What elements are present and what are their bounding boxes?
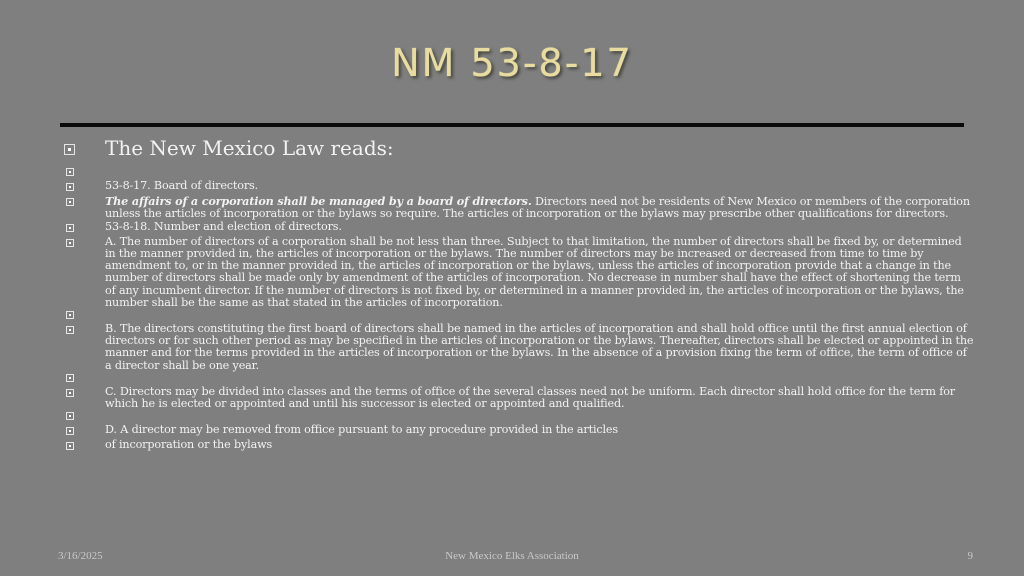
paragraph-text: of incorporation or the bylaws <box>105 438 273 452</box>
slide-title: NM 53-8-17 <box>391 41 633 85</box>
section-heading: 53-8-18. Number and election of directors. <box>105 219 342 233</box>
title-divider <box>60 123 964 127</box>
section-heading: 53-8-17. Board of directors. <box>105 179 259 192</box>
square-bullet-icon <box>66 326 74 334</box>
bullet-paragraph-a <box>64 236 974 309</box>
square-bullet-icon <box>66 224 74 232</box>
paragraph-text: A. The number of directors of a corporation shall be not less than three. Subject to that limitation, the number of directors shall be fixed by, or determined in the manner provided in, the articles of incorporation or the bylaws. The number of directors may be increased or decreased from time to time by amendment to, or in the manner provided in, the articles of incorporation or the bylaws, unless the articles of incorporation provide that a change in the number of directors shall be made only by amendment of the articles of incorporation. No decrease in number shall have the effect of shortening the term of any incumbent director. If the number of directors is not fixed by, or determined in a manner provided in, the articles of incorporation or the bylaws, the number shall be the same as that stated in the articles of incorporation. <box>105 234 964 309</box>
footer-organization: New Mexico Elks Association <box>445 550 579 562</box>
footer-date: 3/16/2025 <box>58 550 103 562</box>
square-bullet-icon <box>66 198 74 206</box>
square-bullet-icon <box>66 239 74 247</box>
slide-number: 9 <box>967 550 973 562</box>
bullet-empty <box>64 309 974 323</box>
paragraph-text: Directors need not be residents of New Mexico or members of the corporation unless the articles of incorporation or the bylaws so require. The articles of incorporation or the bylaws may prescribe other qualifications for directors. <box>105 195 970 221</box>
square-bullet-icon <box>66 412 74 420</box>
paragraph-text: D. A director may be removed from office pursuant to any procedure provided in the articles <box>105 423 618 437</box>
slide-body <box>64 134 974 452</box>
square-bullet-icon <box>66 183 74 191</box>
bullet-section-53-8-17 <box>64 180 974 192</box>
square-bullet-icon <box>66 311 74 319</box>
square-bullet-icon <box>66 442 74 450</box>
bullet-empty <box>64 166 974 180</box>
bullet-paragraph-c <box>64 386 974 410</box>
square-bullet-icon <box>64 144 75 155</box>
square-bullet-icon <box>66 389 74 397</box>
paragraph-text: C. Directors may be divided into classes and the terms of office of the several classes need not be uniform. Each director shall hold office for the term for which he is elected or appointed and until his successor is elected or appointed and qualified. <box>105 384 956 411</box>
bullet-heading <box>64 134 974 162</box>
bullet-paragraph-d <box>64 424 974 436</box>
bullet-section-53-8-18 <box>64 221 974 233</box>
bullet-empty <box>64 410 974 424</box>
bullet-empty <box>64 372 974 386</box>
heading-text: The New Mexico Law reads: <box>105 136 394 160</box>
paragraph-text: B. The directors constituting the first board of directors shall be named in the articles of incorporation and shall hold office until the first annual election of directors or for such other period as may be specified in the articles of incorporation or the bylaws. Thereafter, directors shall be elected or appointed in the manner and for the terms provided in the articles of incorporation or the bylaws. In the absence of a provision fixing the term of office, the term of office of a director shall be one year. <box>105 322 974 372</box>
bullet-paragraph-b <box>64 323 974 372</box>
bullet-board-management <box>64 195 974 220</box>
bullet-paragraph-d-cont <box>64 439 974 451</box>
square-bullet-icon <box>66 374 74 382</box>
square-bullet-icon <box>66 427 74 435</box>
emphasized-text: The affairs of a corporation shall be managed by a board of directors. <box>105 194 532 209</box>
square-bullet-icon <box>66 168 74 176</box>
